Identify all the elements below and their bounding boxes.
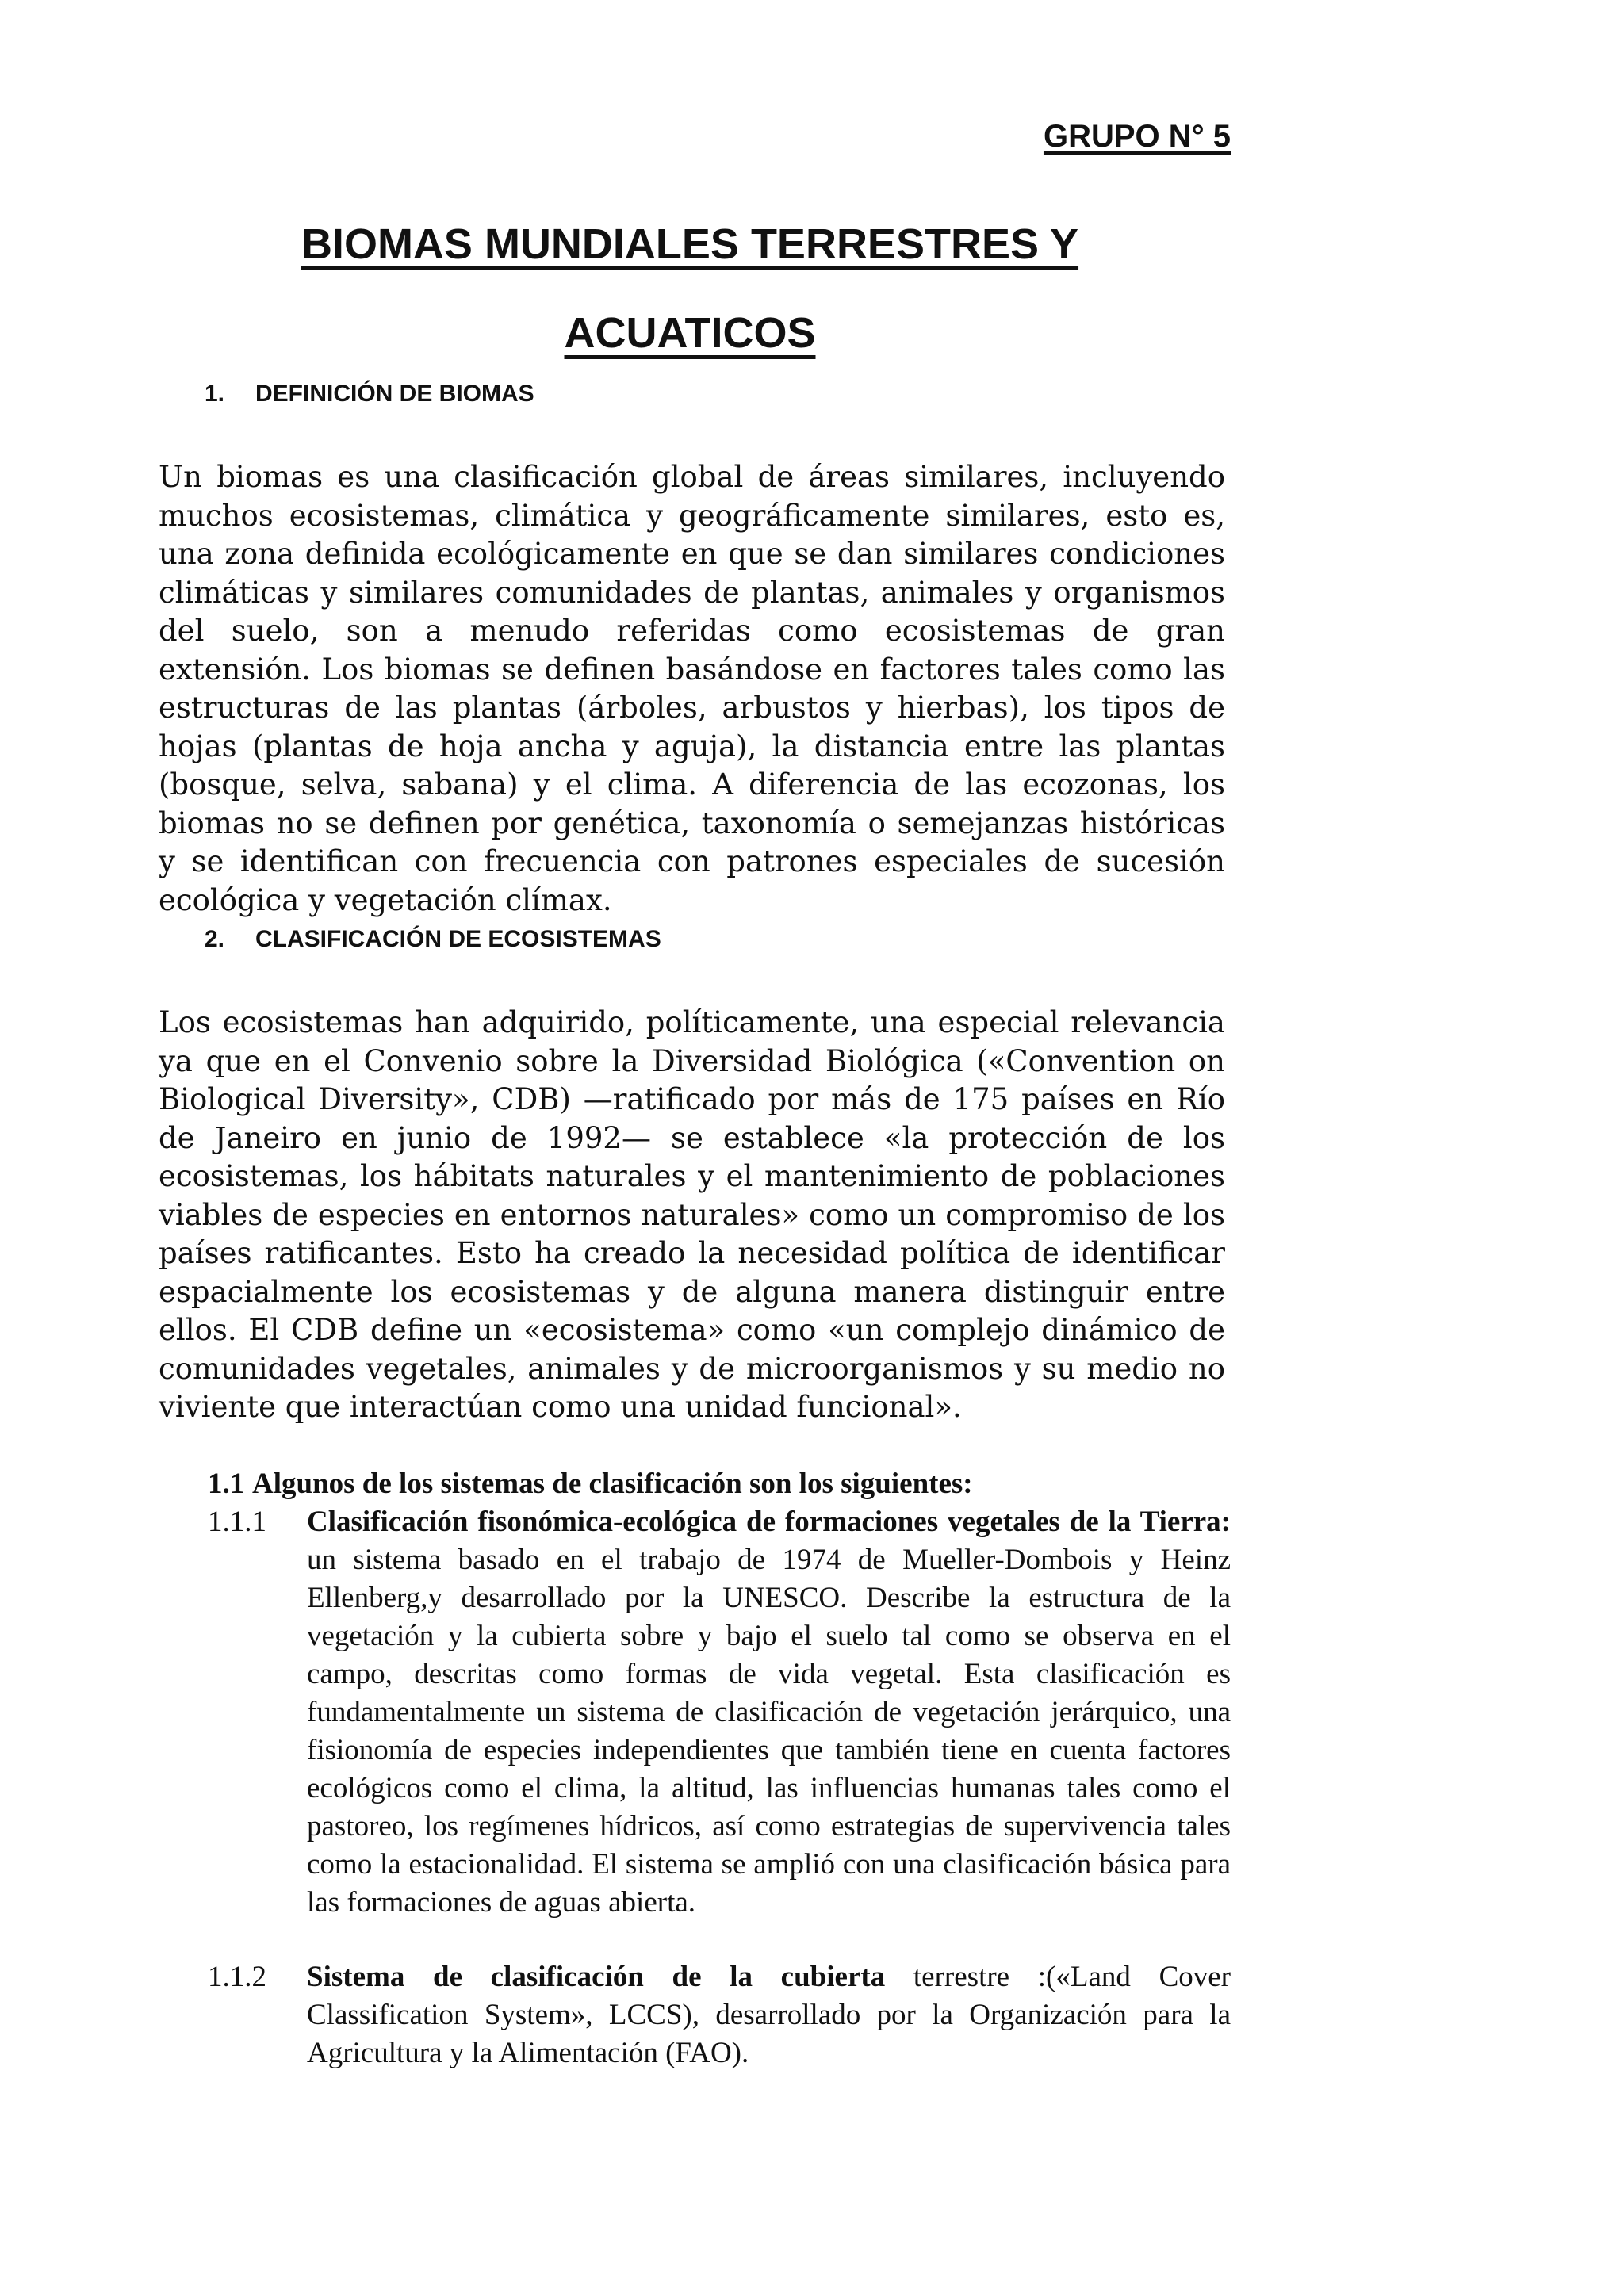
page-title [159, 200, 1221, 377]
section-1-heading [205, 381, 534, 408]
section-2-title: CLASIFICACIÓN DE ECOSISTEMAS [255, 926, 661, 952]
group-label: GRUPO N° 5 [1043, 119, 1231, 154]
list-item [208, 1503, 1231, 1922]
title-line-2: ACUATICOS [564, 309, 816, 357]
list-item-number: 1.1.1 [208, 1506, 266, 1538]
subsection-title: Algunos de los sistemas de clasificación son los siguientes: [252, 1468, 973, 1500]
list-item-bold: Sistema de clasificación de la cubierta [307, 1961, 886, 1993]
list-item-bold: Clasificación fisonómica-ecológica de formaciones vegetales de la Tierra: [307, 1506, 1231, 1538]
list-item-number: 1.1.2 [208, 1961, 266, 1993]
list-item [208, 1958, 1231, 2072]
section-1-title: DEFINICIÓN DE BIOMAS [255, 381, 534, 407]
list-item-text: terrestre :(«Land Cover Classification System», LCCS), desarrollado por la Organización para la Agricultura y la Alimentación (FAO). [307, 1961, 1231, 2069]
subsection-heading [208, 1465, 973, 1503]
section-2-heading [205, 926, 661, 953]
section-2-paragraph: Los ecosistemas han adquirido, políticamente, una especial relevancia ya que en el Convenio sobre la Diversidad Biológica («Convention on Biological Diversity», CDB) —ratificado por más de 175 países en Río de Janeiro en junio de 1992— se establece «la protección de los ecosistemas, los hábitats naturales y el mantenimiento de poblaciones viables de especies en entornos naturales» como un compromiso de los países ratificantes. Esto ha creado la necesidad política de identificar espacialmente los ecosistemas y de alguna manera distinguir entre ellos. El CDB define un «ecosistema» como «un complejo dinámico de comunidades vegetales, animales y de microorganismos y su medio no viviente que interactúan como una unidad funcional». [159, 1005, 1225, 1424]
section-2-number: 2. [205, 926, 225, 952]
subsection-number: 1.1 [208, 1468, 245, 1500]
list-item-text: un sistema basado en el trabajo de 1974 de Mueller-Dombois y Heinz Ellenberg,y desarrollado por la UNESCO. Describe la estructura de la vegetación y la cubierta sobre y bajo el suelo tal como se observa en el campo, descritas como formas de vida vegetal. Esta clasificación es fundamentalmente un sistema de clasificación de vegetación jerárquico, una fisionomía de especies independientes que también tiene en cuenta factores ecológicos como el clima, la altitud, las influencias humanas tales como el pastoreo, los regímenes hídricos, así como estrategias de supervivencia tales como la estacionalidad. El sistema se amplió con una clasificación básica para las formaciones de aguas abierta. [307, 1544, 1231, 1919]
section-1-paragraph: Un biomas es una clasificación global de áreas similares, incluyendo muchos ecosistemas, climática y geográficamente similares, esto es, una zona definida ecológicamente en que se dan similares condiciones climáticas y similares comunidades de plantas, animales y organismos del suelo, son a menudo referidas como ecosistemas de gran extensión. Los biomas se definen basándose en factores tales como las estructuras de las plantas (árboles, arbustos y hierbas), los tipos de hojas (plantas de hoja ancha y aguja), la distancia entre las plantas (bosque, selva, sabana) y el clima. A diferencia de las ecozonas, los biomas no se definen por genética, taxonomía o semejanzas históricas y se identifican con frecuencia con patrones especiales de sucesión ecológica y vegetación clímax. [159, 460, 1225, 917]
list-item-body [307, 1958, 1231, 2072]
section-1-number: 1. [205, 381, 225, 407]
list-item-body [307, 1503, 1231, 1922]
title-line-1: BIOMAS MUNDIALES TERRESTRES Y [301, 220, 1079, 268]
